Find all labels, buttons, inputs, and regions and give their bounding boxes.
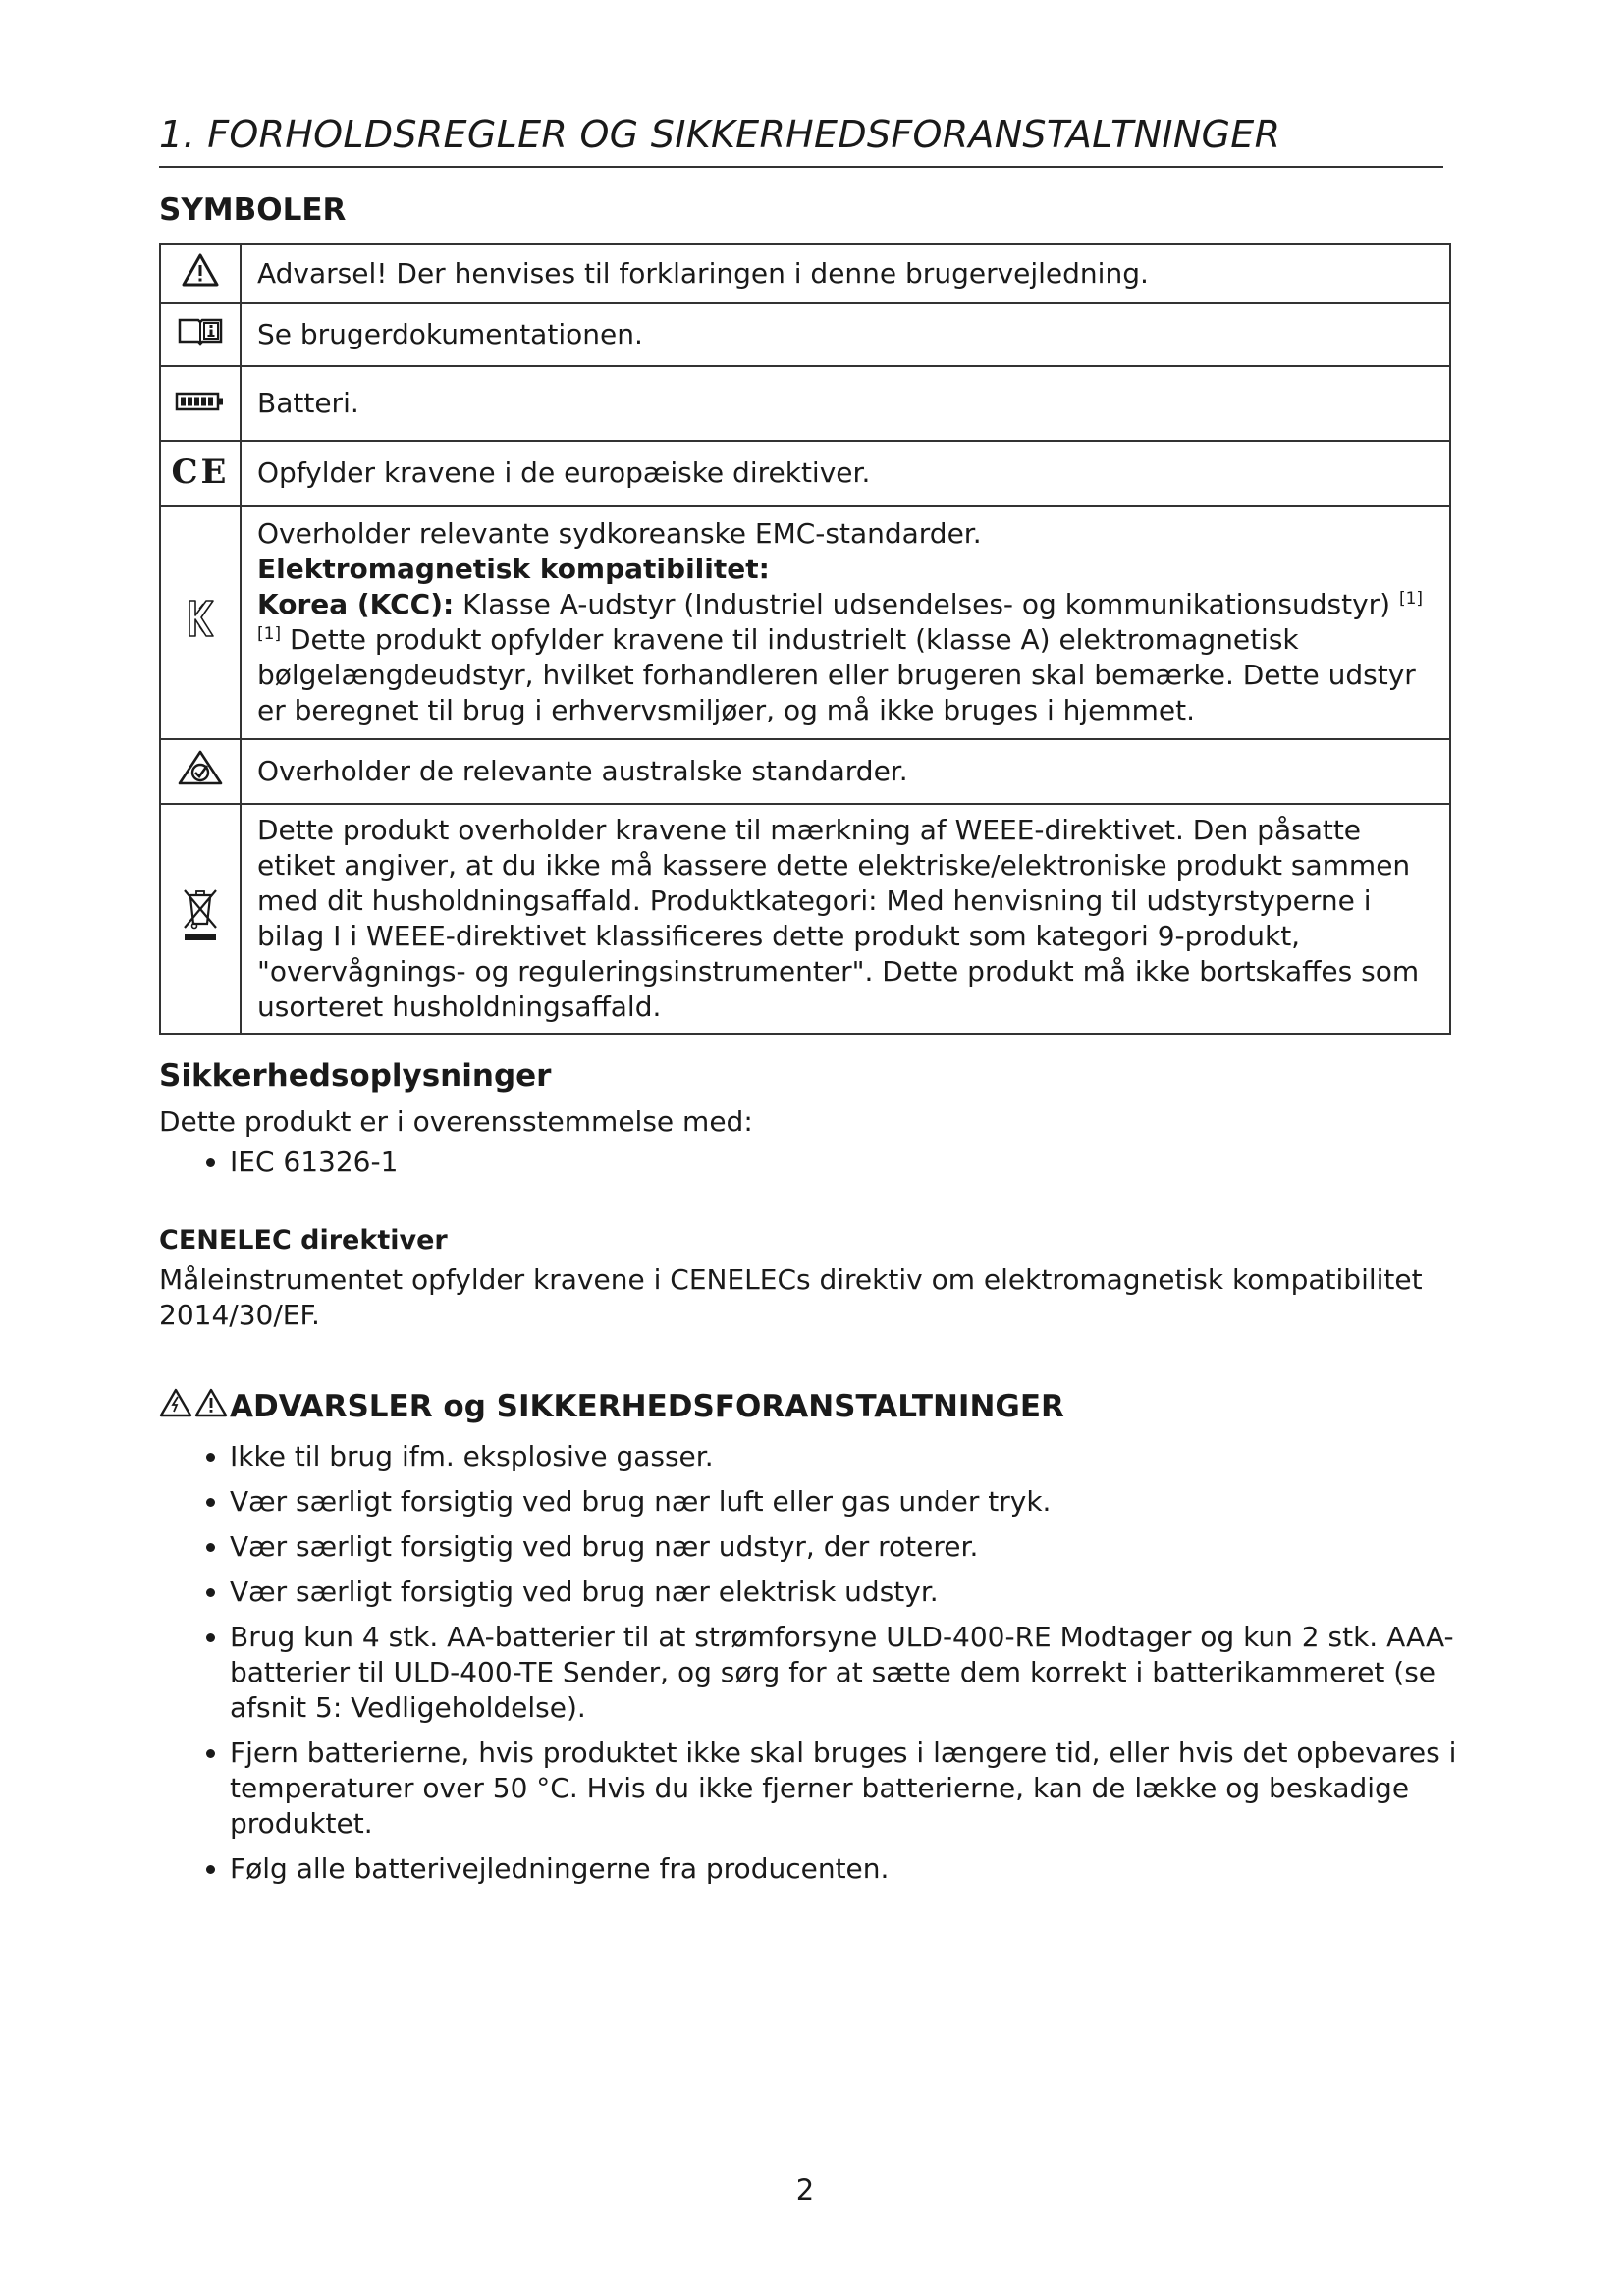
table-row xyxy=(160,804,1450,1034)
warning-triangle-icon xyxy=(159,1388,194,1425)
page-number: 2 xyxy=(795,2173,815,2207)
footnote-marker: [1] xyxy=(1398,589,1424,609)
list-item: • Følg alle batterivejledningerne fra producenten. xyxy=(230,1851,1467,1887)
symbol-description: Opfylder kravene i de europæiske direktiver. xyxy=(241,441,1450,506)
cenelec-heading: CENELEC direktiver xyxy=(159,1225,448,1255)
kc-line-1: Overholder relevante sydkoreanske EMC-standarder. xyxy=(257,517,982,550)
safety-intro: Dette produkt er i overensstemmelse med: xyxy=(159,1105,753,1138)
symbols-heading: SYMBOLER xyxy=(159,192,347,228)
warnings-list xyxy=(159,1439,1467,1896)
list-item: • Fjern batterierne, hvis produktet ikke skal bruges i længere tid, eller hvis det opbevares i temperaturer over 50 °C. Hvis du ikke fjerner batterierne, kan de lække og beskadige produktet. xyxy=(230,1735,1467,1842)
table-row xyxy=(160,506,1450,739)
battery-icon xyxy=(175,387,226,419)
kc-emc-label: Elektromagnetisk kompatibilitet: xyxy=(257,553,770,585)
rcm-mark-icon xyxy=(177,761,224,793)
table-row xyxy=(160,303,1450,366)
ce-mark-icon: CE xyxy=(171,453,230,492)
footnote-marker: [1] xyxy=(257,624,282,644)
kc-footnote-text: Dette produkt opfylder kravene til industrielt (klasse A) elektromagnetisk bølgelængdeudstyr, hvilket forhandleren eller brugeren skal bemærke. Dette udstyr er beregnet til brug i erhvervsmiljøer, og må ikke bruges i hjemmet. xyxy=(257,623,1416,726)
symbol-description: Advarsel! Der henvises til forklaringen i denne brugervejledning. xyxy=(241,244,1450,303)
kc-korea-label: Korea (KCC): xyxy=(257,588,455,620)
warning-triangle-icon xyxy=(181,262,220,294)
safety-heading: Sikkerhedsoplysninger xyxy=(159,1058,552,1094)
symbol-description: Batteri. xyxy=(241,366,1450,441)
warnings-heading-text: ADVARSLER og SIKKERHEDSFORANSTALTNINGER xyxy=(230,1389,1064,1424)
symbol-description: Dette produkt overholder kravene til mærkning af WEEE-direktivet. Den påsatte etiket angiver, at du ikke må kassere dette elektriske/elektroniske produkt sammen med dit husholdningsaffald. Produktkategori: Med henvisning til udstyrstyperne i bilag I i WEEE-direktivet klassificeres dette produkt som kategori 9-produkt, "overvågnings- og reguleringsinstrumenter". Dette produkt må ikke bortskaffes som usorteret husholdningsaffald. xyxy=(241,804,1450,1034)
list-item: • Brug kun 4 stk. AA-batterier til at strømforsyne ULD-400-RE Modtager og kun 2 stk. AAA-batterier til ULD-400-TE Sender, og sørg for at sætte dem korrekt i batterikammeret (se afsnit 5: Vedligeholdelse). xyxy=(230,1620,1467,1726)
kc-footnote xyxy=(257,622,1437,728)
page-title: 1. FORHOLDSREGLER OG SIKKERHEDSFORANSTALTNINGER xyxy=(159,113,1443,168)
cenelec-text: Måleinstrumentet opfylder kravene i CENELECs direktiv om elektromagnetisk kompatibilitet 2014/30/EF. xyxy=(159,1263,1423,1331)
warning-triangle-icon xyxy=(194,1388,230,1425)
list-item: • Vær særligt forsigtig ved brug nær luft eller gas under tryk. xyxy=(230,1484,1467,1520)
user-manual-icon xyxy=(177,320,224,352)
standards-list xyxy=(159,1145,398,1180)
warnings-heading xyxy=(159,1388,1064,1425)
kc-description xyxy=(241,506,1450,739)
table-row xyxy=(160,441,1450,506)
list-item: • Vær særligt forsigtig ved brug nær elektrisk udstyr. xyxy=(230,1575,1467,1610)
kc-mark-icon xyxy=(186,613,215,645)
list-item: • Ikke til brug ifm. eksplosive gasser. xyxy=(230,1439,1467,1474)
table-row xyxy=(160,244,1450,303)
symbol-description: Overholder de relevante australske standarder. xyxy=(241,739,1450,804)
table-row xyxy=(160,739,1450,804)
symbols-table xyxy=(159,243,1451,1035)
list-item: • Vær særligt forsigtig ved brug nær udstyr, der roterer. xyxy=(230,1529,1467,1565)
table-row xyxy=(160,366,1450,441)
kc-korea-text: Klasse A-udstyr (Industriel udsendelses- og kommunikationsudstyr) xyxy=(454,588,1399,620)
list-item: • IEC 61326-1 xyxy=(230,1145,398,1180)
kc-korea-line xyxy=(257,587,1437,622)
weee-bin-icon xyxy=(181,918,220,950)
symbol-description: Se brugerdokumentationen. xyxy=(241,303,1450,366)
